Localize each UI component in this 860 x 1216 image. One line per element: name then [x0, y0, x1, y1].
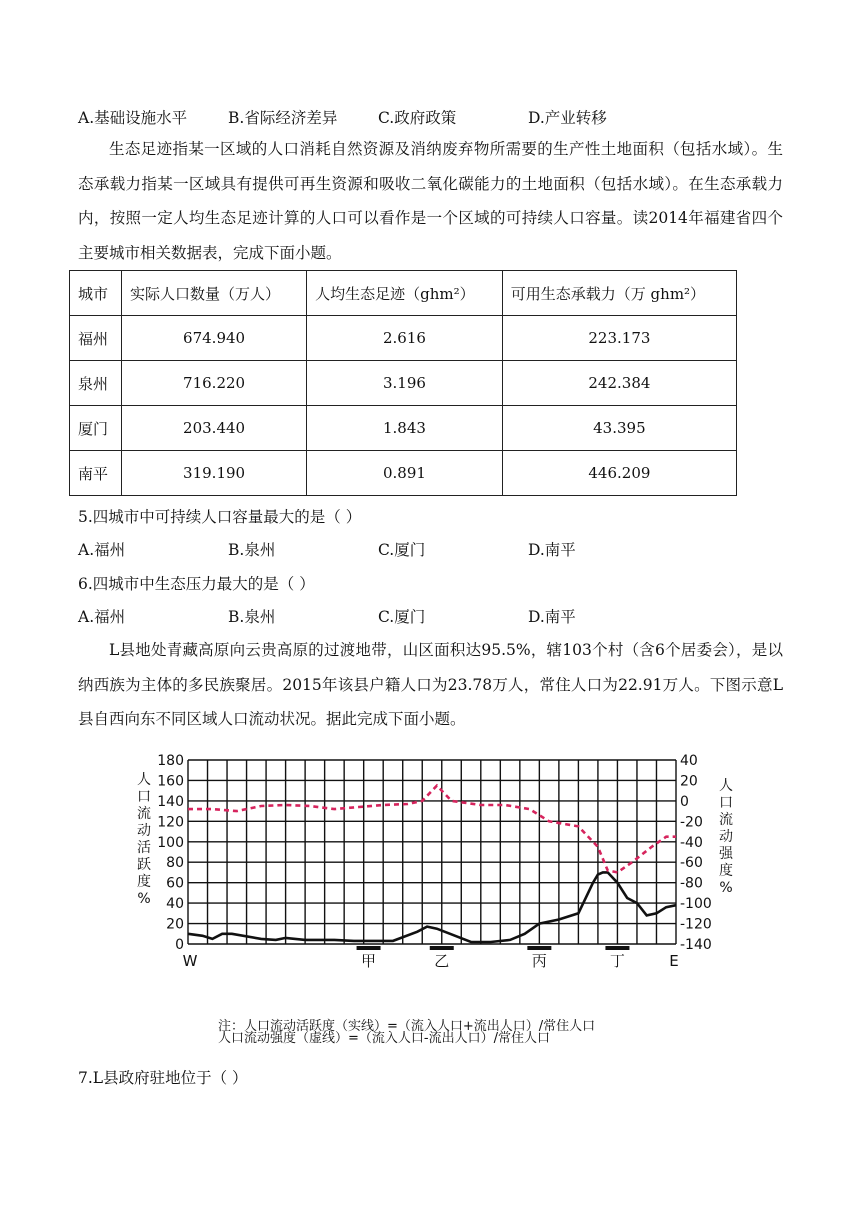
- table-cell: 1.843: [307, 406, 503, 451]
- table-cell: 2.616: [307, 316, 503, 361]
- chart-note-line-1: 注：人口流动活跃度（实线）=（流入人口+流出人口）/常住人口: [218, 1019, 596, 1034]
- q6-option-a[interactable]: A.福州: [78, 608, 126, 626]
- table-header-cell: 可用生态承载力（万 ghm²）: [502, 271, 736, 316]
- left-tick-label: 160: [157, 773, 184, 790]
- left-tick-label: 80: [166, 855, 184, 872]
- x-axis-label: E: [669, 952, 679, 970]
- question-6-stem: 6.四城市中生态压力最大的是（ ）: [78, 575, 315, 593]
- table-cell: 43.395: [502, 406, 736, 451]
- x-marker-bar: [527, 946, 551, 950]
- q5-option-d[interactable]: D.南平: [528, 541, 576, 559]
- chart-note-line-2: 人口流动强度（虚线）=（流入人口-流出人口）/常住人口: [218, 1031, 550, 1046]
- table-cell: 0.891: [307, 451, 503, 496]
- q5-option-b[interactable]: B.泉州: [228, 541, 276, 559]
- table-header-cell: 城市: [70, 271, 122, 316]
- right-tick-label: -60: [680, 855, 703, 872]
- x-axis-label: W: [182, 952, 198, 970]
- q6-option-c[interactable]: C.厦门: [378, 608, 426, 626]
- table-header-row: [70, 271, 737, 316]
- x-axis-markers: [183, 946, 679, 970]
- x-axis-label: 乙: [434, 952, 450, 970]
- intro-paragraph-1: 生态足迹指某一区域的人口消耗自然资源及消纳废弃物所需要的生产性土地面积（包括水域）。生态承载力指某一区域具有提供可再生资源和吸收二氧化碳能力的土地面积（包括水域）。在生态承载力内，按照一定人均生态足迹计算的人口可以看作是一个区域的可持续人口容量。读2014年福建省四个主要城市相关数据表，完成下面小题。: [78, 140, 783, 262]
- table-cell: 716.220: [122, 361, 307, 406]
- x-axis-label: 丙: [531, 952, 547, 970]
- x-marker-bar: [357, 946, 381, 950]
- right-tick-label: -80: [680, 875, 703, 892]
- table-cell: 203.440: [122, 406, 307, 451]
- table-header-cell: 实际人口数量（万人）: [122, 271, 307, 316]
- right-tick-label: -20: [680, 814, 703, 831]
- intensity-dashed-line: [188, 786, 676, 873]
- right-axis-ticks: [680, 753, 712, 953]
- table-row: [70, 361, 737, 406]
- table-cell: 南平: [70, 451, 122, 496]
- x-axis-label: 甲: [361, 952, 377, 970]
- left-tick-label: 60: [166, 875, 184, 892]
- q4-option-c: C.政府政策: [378, 109, 457, 127]
- table-row: [70, 316, 737, 361]
- q4-option-d: D.产业转移: [528, 109, 607, 127]
- q6-option-d[interactable]: D.南平: [528, 608, 576, 626]
- table-row: [70, 406, 737, 451]
- chart-series: [188, 786, 676, 942]
- intro-paragraph-2: L县地处青藏高原向云贵高原的过渡地带，山区面积达95.5%，辖103个村（含6个居委会），是以纳西族为主体的多民族聚居。2015年该县户籍人口为23.78万人，常住人口为22.91万人。下图示意L县自西向东不同区域人口流动状况。据此完成下面小题。: [78, 641, 783, 728]
- table-row: [70, 451, 737, 496]
- table-cell: 3.196: [307, 361, 503, 406]
- left-tick-label: 0: [175, 937, 184, 953]
- right-tick-label: -120: [680, 916, 712, 933]
- right-tick-label: 0: [680, 793, 689, 810]
- table-cell: 223.173: [502, 316, 736, 361]
- table-cell: 厦门: [70, 406, 122, 451]
- left-tick-label: 180: [157, 753, 184, 769]
- question-5-stem: 5.四城市中可持续人口容量最大的是（ ）: [78, 508, 362, 526]
- city-data-table: [69, 270, 737, 496]
- right-tick-label: 40: [680, 753, 698, 769]
- q4-option-a: A.基础设施水平: [78, 109, 188, 127]
- left-tick-label: 120: [157, 814, 184, 831]
- left-tick-label: 20: [166, 916, 184, 933]
- right-tick-label: -40: [680, 834, 703, 851]
- table-header-cell: 人均生态足迹（ghm²）: [307, 271, 503, 316]
- x-marker-bar: [430, 946, 454, 950]
- q5-option-a[interactable]: A.福州: [78, 541, 126, 559]
- x-axis-label: 丁: [609, 952, 625, 970]
- right-tick-label: -140: [680, 937, 712, 953]
- x-marker-bar: [605, 946, 629, 950]
- q4-option-b: B.省际经济差异: [228, 109, 338, 127]
- table-cell: 242.384: [502, 361, 736, 406]
- population-flow-chart: [130, 748, 733, 1048]
- left-axis-label: 人口流动活跃度%: [137, 772, 151, 907]
- left-tick-label: 40: [166, 896, 184, 913]
- right-tick-label: 20: [680, 773, 698, 790]
- right-axis-label: 人口流动强度%: [719, 778, 733, 896]
- q5-option-c[interactable]: C.厦门: [378, 541, 426, 559]
- left-axis-ticks: [157, 753, 184, 953]
- question-7-stem: 7.L县政府驻地位于（ ）: [78, 1069, 248, 1087]
- table-cell: 674.940: [122, 316, 307, 361]
- chart-grid: [188, 760, 676, 944]
- table-cell: 446.209: [502, 451, 736, 496]
- right-tick-label: -100: [680, 896, 712, 913]
- left-tick-label: 100: [157, 834, 184, 851]
- table-cell: 319.190: [122, 451, 307, 496]
- q6-option-b[interactable]: B.泉州: [228, 608, 276, 626]
- table-cell: 泉州: [70, 361, 122, 406]
- left-tick-label: 140: [157, 793, 184, 810]
- table-cell: 福州: [70, 316, 122, 361]
